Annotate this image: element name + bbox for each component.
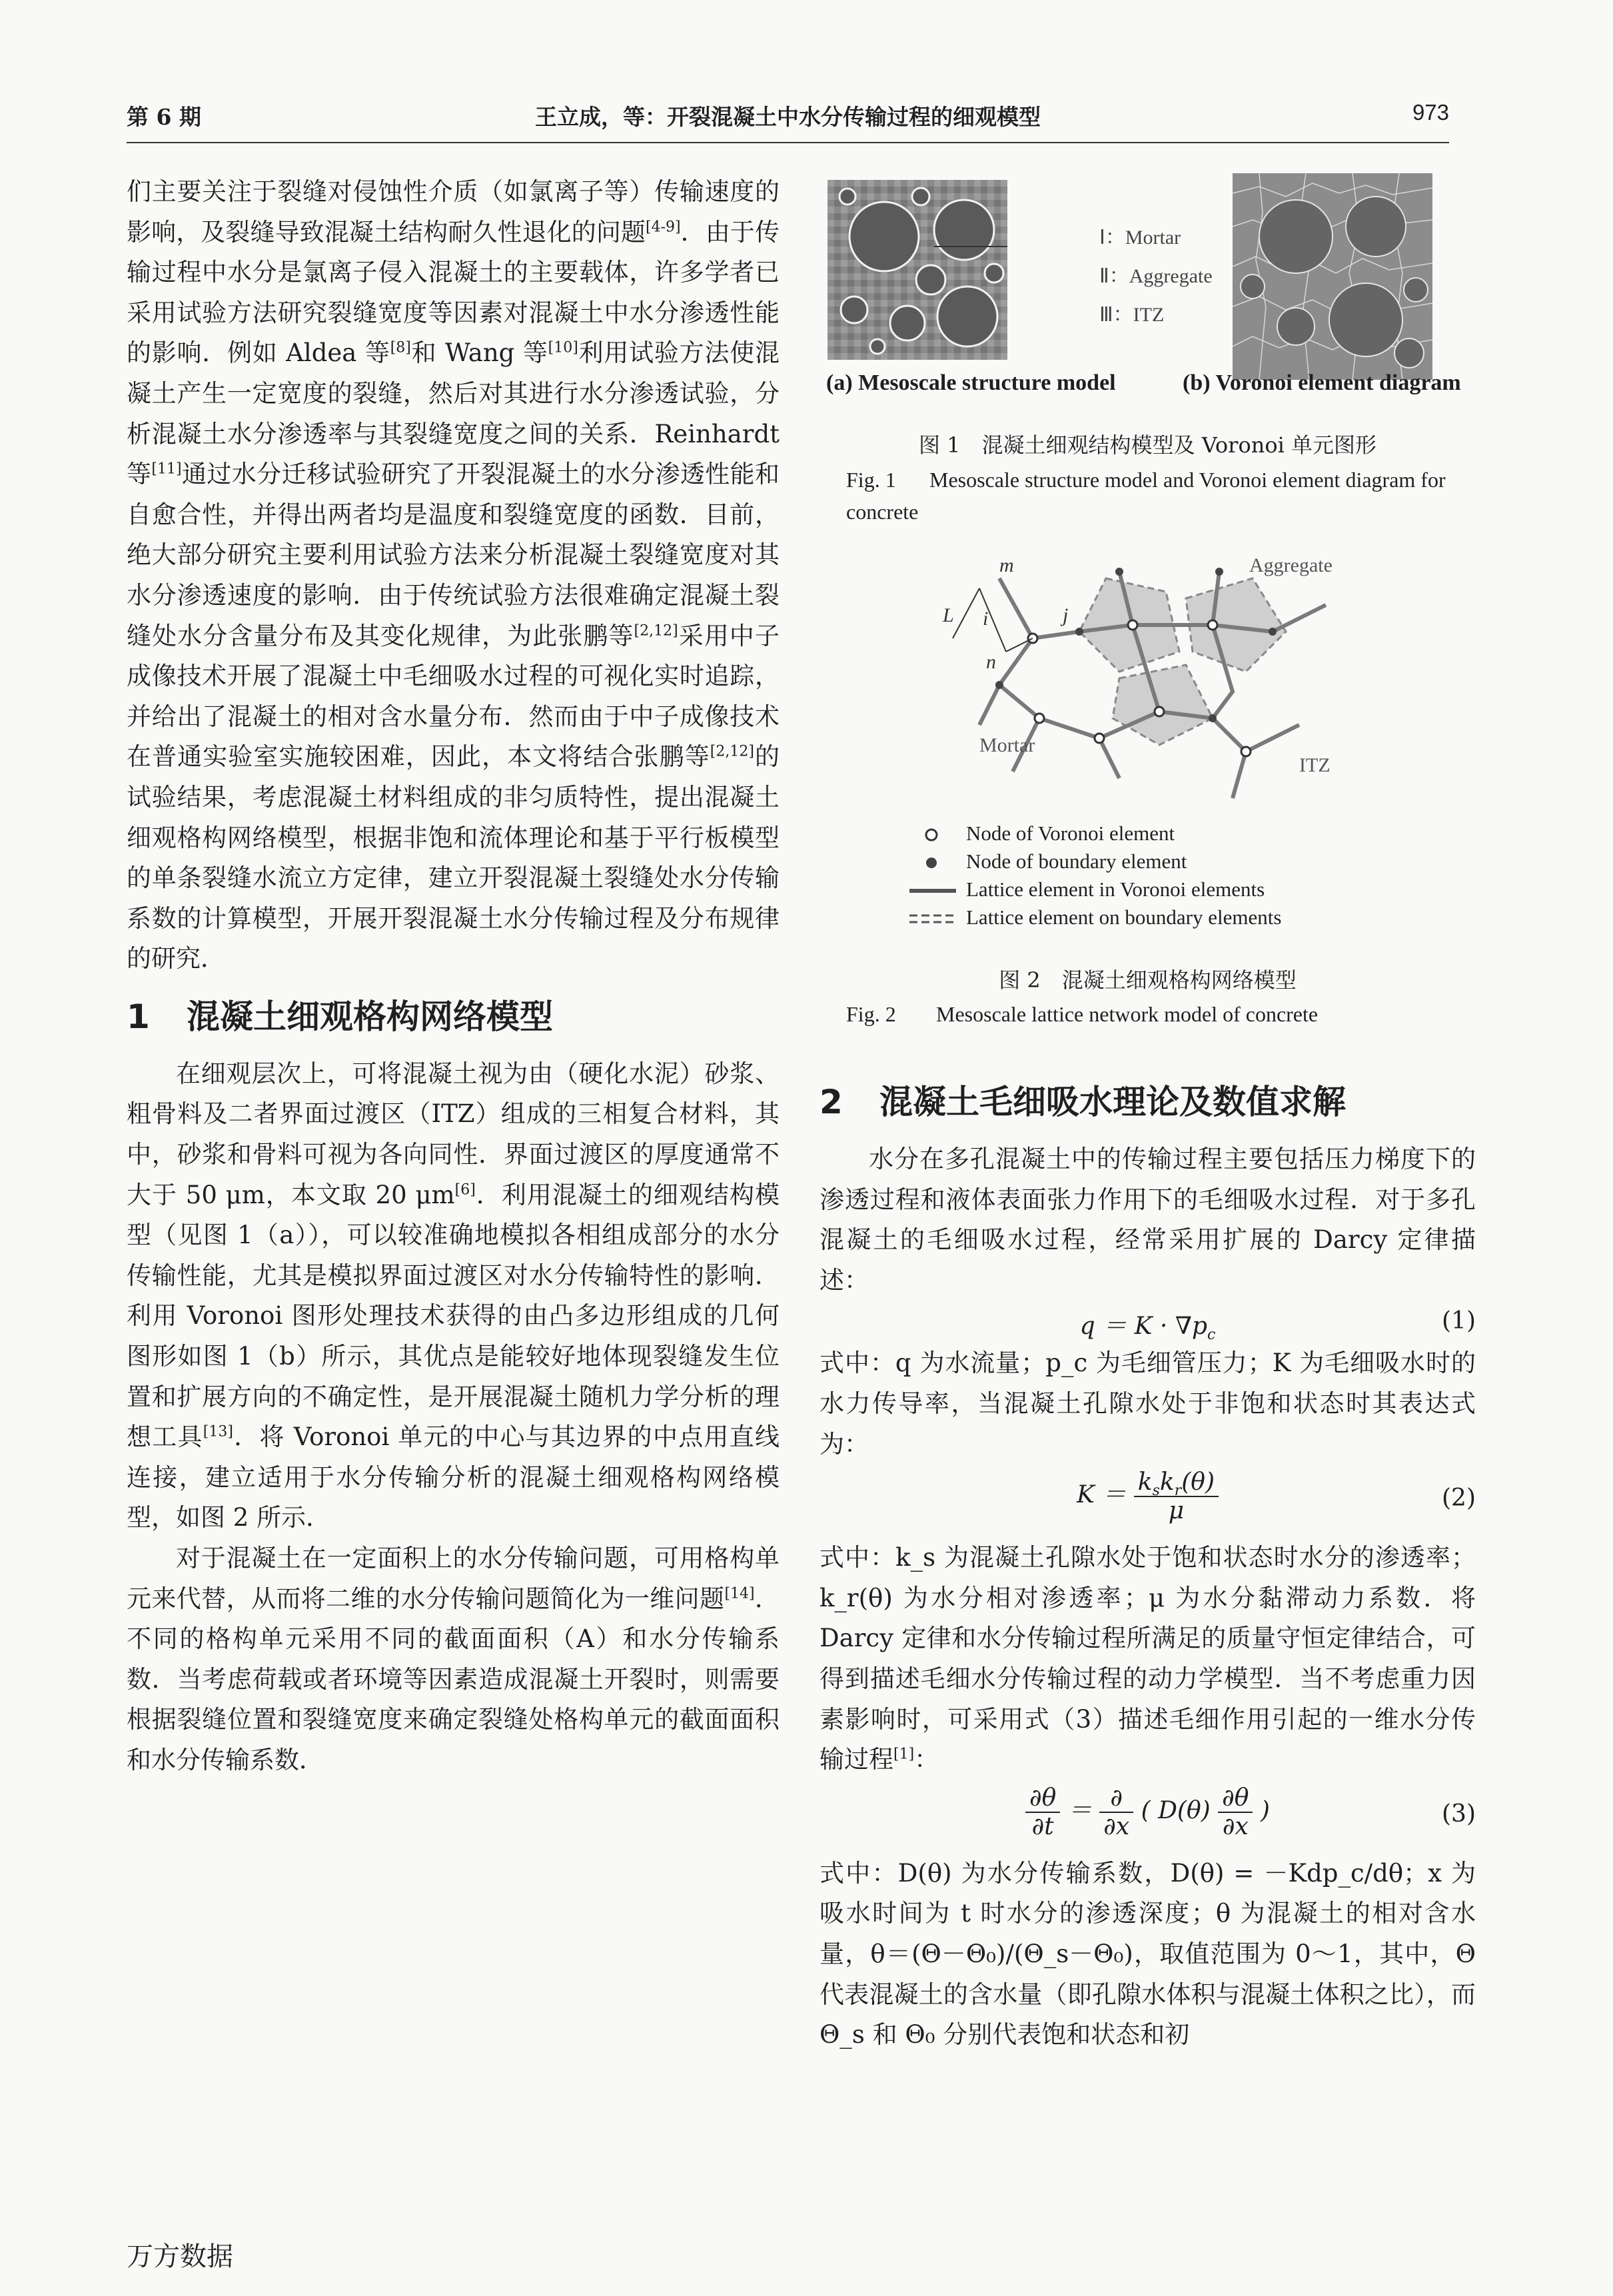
equation-1: $q = K \cdot \nabla p_c$ (1)	[1079, 1307, 1476, 1344]
section-1-paragraph-1: 在细观层次上，可将混凝土视为由（硬化水泥）砂浆、粗骨料及二者界面过渡区（ITZ）组成的三相复合材料，其中，砂浆和骨料可视为各向同性．界面过渡区的厚度通常不大于 50 μm，本文取 20 μm[6]．利用混凝土的细观结构模型（见图 1（a）），可以较准确地模拟各相组成部分的水分传输性能，尤其是模拟界面过渡区对水分传输特性的影响．利用 Voronoi 图形处理技术获得的由凸多边形组成的几何图形如图 1（b）所示，其优点是能较好地体现裂缝发生位置和扩展方向的不确定性，是开展混凝土随机力学分析的理想工具[13]．将 Voronoi 单元的中心与其边界的中点用直线连接，建立适用于水分传输分析的混凝土细观格构网络模型，如图 2 所示．	[127, 1059, 780, 1532]
fig2-caption-en: Fig. 2 Mesoscale lattice network model of concrete	[846, 1002, 1319, 1026]
left-column	[127, 172, 780, 1781]
label-itz: Ⅲ：ITZ	[1099, 304, 1165, 326]
label-L: L	[943, 604, 954, 626]
lattice-network-diagram	[899, 552, 1366, 818]
label-mortar: Mortar	[979, 734, 1035, 756]
right-column	[819, 172, 1476, 2055]
issue-number: 第 6 期	[127, 104, 201, 130]
label-j: j	[1063, 604, 1069, 626]
legend-voronoi-node: Node of Voronoi element	[906, 822, 1452, 850]
running-header	[127, 100, 1449, 140]
equation-3: $\frac{\partial\theta}{\partial t}$ ＝ $\frac{\partial}{\partial x}$ ( D(θ) $\frac{\partial\theta}{\partial x}$ ) (3)	[819, 1780, 1476, 1854]
fig1-phase-labels	[1099, 219, 1213, 334]
label-n: n	[986, 651, 996, 673]
figure-2	[819, 552, 1476, 1065]
legend-boundary-node: Node of boundary element	[906, 850, 1452, 877]
intro-paragraph: 们主要关注于裂缝对侵蚀性介质（如氯离子等）传输速度的影响，及裂缝导致混凝土结构耐久性退化的问题[4-9]．由于传输过程中水分是氯离子侵入混凝土的主要载体，许多学者已采用试验方法研究裂缝宽度等因素对混凝土中水分渗透性能的影响．例如 Aldea 等[8]和 Wang 等[10]利用试验方法使混凝土产生一定宽度的裂缝，然后对其进行水分渗透试验，分析混凝土水分渗透率与其裂缝宽度之间的关系．Reinhardt 等[11]通过水分迁移试验研究了开裂混凝土的水分渗透性能和自愈合性，并得出两者均是温度和裂缝宽度的函数．目前，绝大部分研究主要利用试验方法来分析混凝土裂缝宽度对其水分渗透速度的影响．由于传统试验方法很难确定混凝土裂缝处水分含量分布及其变化规律，为此张鹏等[2,12]采用中子成像技术开展了混凝土中毛细吸水过程的可视化实时追踪，并给出了混凝土的相对含水量分布．然而由于中子成像技术在普通实验室实施较困难，因此，本文将结合张鹏等[2,12]的试验结果，考虑混凝土材料组成的非匀质特性，提出混凝土细观格构网络模型，根据非饱和流体理论和基于平行板模型的单条裂缝水流立方定律，建立开裂混凝土裂缝处水分传输系数的计算模型，开展开裂混凝土水分传输过程及分布规律的研究．	[127, 177, 780, 973]
dashed-line-icon	[906, 907, 959, 933]
section-1-heading: 1 混凝土细观格构网络模型	[127, 997, 553, 1036]
fig2-caption-zh: 图 2 混凝土细观格构网络模型	[999, 967, 1297, 993]
label-mortar: Ⅰ：Mortar	[1099, 227, 1181, 249]
label-itz: ITZ	[1299, 754, 1331, 776]
legend-lattice-voronoi: Lattice element in Voronoi elements	[906, 877, 1452, 905]
label-aggregate: Ⅱ：Aggregate	[1099, 265, 1213, 287]
fig1-sub-a: (a) Mesoscale structure model	[826, 370, 1116, 395]
section-2-heading: 2 混凝土毛细吸水理论及数值求解	[819, 1083, 1346, 1121]
fig2-legend	[906, 822, 1452, 933]
label-aggregate: Aggregate	[1249, 554, 1333, 576]
legend-lattice-boundary: Lattice element on boundary elements	[906, 905, 1452, 933]
section-2-paragraph-3: 式中：k_s 为混凝土孔隙水处于饱和状态时水分的渗透率；k_r(θ) 为水分相对渗透率；μ 为水分黏滞动力系数．将 Darcy 定律和水分传输过程所满足的质量守恒定律结合，可得到描述毛细水分传输过程的动力学模型．当不考虑重力因素影响时，可采用式（3）描述毛细作用引起的一维水分传输过程[1]：	[819, 1543, 1476, 1774]
label-i: i	[983, 608, 989, 630]
fig1-sub-b: (b) Voronoi element diagram	[1183, 370, 1461, 395]
footer-watermark: 万方数据	[127, 2241, 233, 2272]
section-2-paragraph-2: 式中：q 为水流量；p_c 为毛细管压力；K 为毛细吸水时的水力传导率，当混凝土孔隙水处于非饱和状态时其表达式为：	[819, 1349, 1476, 1458]
fig1-caption-zh: 图 1 混凝土细观结构模型及 Voronoi 单元图形	[919, 432, 1376, 458]
solid-line-icon	[906, 879, 959, 905]
header-rule	[127, 142, 1449, 143]
page-number: 973	[1412, 100, 1449, 125]
running-title: 王立成，等：开裂混凝土中水分传输过程的细观模型	[535, 104, 1041, 130]
fig1-caption-en: Fig. 1 Mesoscale structure model and Voronoi element diagram for concrete	[846, 468, 1446, 524]
mesoscale-structure-image	[827, 180, 1007, 360]
section-2-paragraph-4: 式中：D(θ) 为水分传输系数，D(θ) = －Kdp_c/dθ；x 为吸水时间为 t 时水分的渗透深度；θ 为混凝土的相对含水量，θ＝(Θ－Θ₀)/(Θ_s－Θ₀)，取值范围为 0～1，其中，Θ 代表混凝土的含水量（即孔隙水体积与混凝土体积之比），而 Θ_s 和 Θ₀ 分别代表饱和状态和初	[819, 1858, 1476, 2049]
section-2-paragraph-1: 水分在多孔混凝土中的传输过程主要包括压力梯度下的渗透过程和液体表面张力作用下的毛细吸水过程．对于多孔混凝土的毛细吸水过程，经常采用扩展的 Darcy 定律描述：	[819, 1145, 1476, 1295]
section-1-paragraph-2: 对于混凝土在一定面积上的水分传输问题，可用格构单元来代替，从而将二维的水分传输问题简化为一维问题[14]．不同的格构单元采用不同的截面面积（A）和水分传输系数．当考虑荷载或者环境等因素造成混凝土开裂时，则需要根据裂缝位置和裂缝宽度来确定裂缝处格构单元的截面面积和水分传输系数．	[127, 1544, 780, 1774]
figure-1	[819, 172, 1476, 545]
solid-node-icon	[918, 851, 945, 877]
hollow-node-icon	[918, 823, 945, 850]
equation-2: K ＝ $\frac{k_sk_r(\theta)}{\mu}$ (2)	[1076, 1468, 1476, 1525]
voronoi-diagram-image	[1233, 173, 1432, 380]
label-m: m	[999, 554, 1014, 576]
